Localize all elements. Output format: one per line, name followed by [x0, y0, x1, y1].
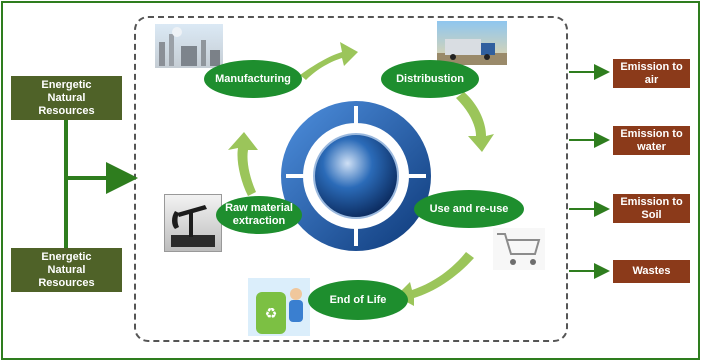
stage-label: Distribustion	[396, 72, 464, 85]
input-label: Energetic Natural Resources	[38, 250, 95, 289]
stage-use-and-reuse	[414, 190, 524, 228]
factory-image	[155, 24, 223, 68]
arrow-manufacturing-to-distribution	[300, 42, 358, 80]
stage-label: Raw material extraction	[225, 202, 293, 227]
stage-manufacturing	[204, 60, 302, 98]
input-energetic-resources-bottom	[11, 248, 122, 292]
output-emission-air	[612, 58, 691, 89]
output-label: Emission to water	[620, 127, 683, 153]
output-label: Wastes	[632, 265, 671, 277]
stage-label: Manufacturing	[215, 72, 291, 85]
output-label: Emission to Soil	[620, 195, 683, 221]
input-energetic-resources-top	[11, 76, 122, 120]
stage-raw-material-extraction	[216, 196, 302, 234]
stage-distribution	[381, 60, 479, 98]
truck-image	[437, 21, 507, 65]
input-connector	[66, 118, 130, 248]
stage-end-of-life	[308, 280, 408, 320]
recycling-bin-image	[248, 278, 310, 336]
center-cycle-icon	[286, 106, 426, 246]
arrow-raw-to-manufacturing	[228, 132, 258, 196]
stage-label: End of Life	[329, 293, 387, 306]
input-label: Energetic Natural Resources	[38, 78, 95, 117]
output-connector	[569, 72, 606, 271]
stage-label: Use and re-use	[429, 202, 509, 215]
output-label: Emission to air	[620, 60, 683, 86]
output-emission-water	[612, 125, 691, 156]
shopping-cart-image	[493, 228, 545, 270]
output-emission-soil	[612, 193, 691, 224]
oil-pump-image	[164, 194, 222, 252]
svg-text:♻: ♻	[264, 306, 278, 322]
arrow-distribution-to-use	[456, 92, 494, 152]
output-wastes	[612, 259, 691, 284]
